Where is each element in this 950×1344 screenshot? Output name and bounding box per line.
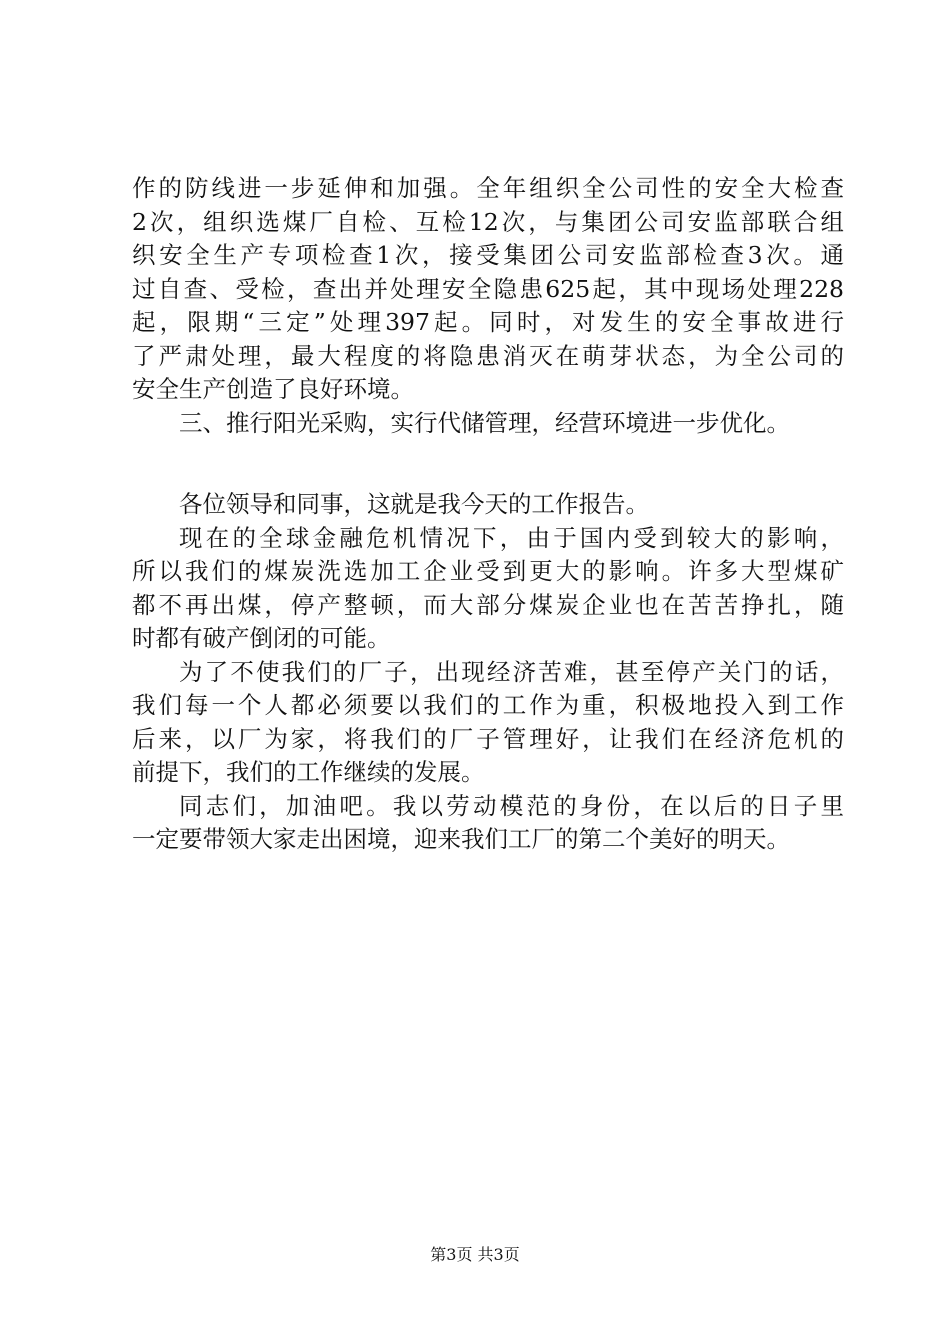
page-footer: 第3页 共3页 xyxy=(430,1245,520,1264)
text-line: 我们每一个人都必须要以我们的工作为重，积极地投入到工作 xyxy=(132,691,844,719)
text-line: 织安全生产专项检查1次，接受集团公司安监部检查3次。通 xyxy=(132,241,844,269)
paragraph-safety-inspection xyxy=(132,172,844,407)
text-line: 2次，组织选煤厂自检、互检12次，与集团公司安监部联合组 xyxy=(132,207,844,236)
text-line: 同志们，加油吧。我以劳动模范的身份，在以后的日子里 xyxy=(179,791,844,820)
text-line: 所以我们的煤炭洗选加工企业受到更大的影响。许多大型煤矿 xyxy=(132,557,844,585)
document-body xyxy=(132,172,844,857)
paragraph-call-to-action xyxy=(132,656,844,790)
text-line: 起，限期“三定”处理397起。同时，对发生的安全事故进行 xyxy=(132,308,844,336)
text-line: 现在的全球金融危机情况下，由于国内受到较大的影响， xyxy=(179,523,844,552)
text-line: 都不再出煤，停产整顿，而大部分煤炭企业也在苦苦挣扎，随 xyxy=(132,590,844,619)
text-line: 作的防线进一步延伸和加强。全年组织全公司性的安全大检查 xyxy=(132,174,844,202)
section-heading-three xyxy=(132,407,844,441)
text-line: 一定要带领大家走出困境，迎来我们工厂的第二个美好的明天。 xyxy=(132,825,790,853)
paragraph-closing-remark xyxy=(132,488,844,522)
text-line: 安全生产创造了良好环境。 xyxy=(132,375,414,403)
text-line: 后来，以厂为家，将我们的厂子管理好，让我们在经济危机的 xyxy=(132,724,844,753)
paragraph-gap xyxy=(132,440,844,488)
text-line: 前提下，我们的工作继续的发展。 xyxy=(132,758,485,786)
text-line: 了严肃处理，最大程度的将隐患消灭在萌芽状态，为全公司的 xyxy=(132,341,844,370)
paragraph-encouragement xyxy=(132,790,844,857)
text-line: 过自查、受检，查出并处理安全隐患625起，其中现场处理228 xyxy=(132,274,844,303)
text-line: 时都有破产倒闭的可能。 xyxy=(132,624,391,652)
text-line: 三、推行阳光采购，实行代储管理，经营环境进一步优化。 xyxy=(179,408,790,437)
text-line: 各位领导和同事，这就是我今天的工作报告。 xyxy=(179,490,649,518)
paragraph-financial-crisis xyxy=(132,522,844,656)
text-line: 为了不使我们的厂子，出现经济苦难，甚至停产关门的话， xyxy=(179,657,844,686)
